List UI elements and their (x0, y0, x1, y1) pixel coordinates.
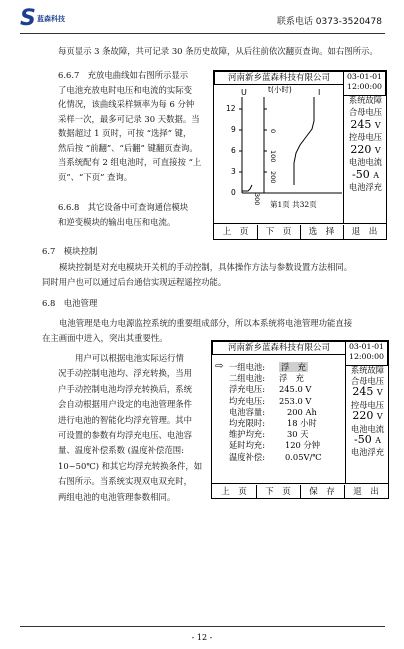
s68-body-line: 可设置的参数有均浮充电压、电池容 (58, 430, 192, 441)
lcd1-ytick-label: 12 (226, 104, 236, 113)
lcd2-side-value: -50 (354, 432, 372, 446)
lcd2-date: 03-01-01 (348, 342, 385, 351)
lcd1-ytick-label: 0 (231, 188, 236, 197)
s68-body-line: 用户可以根据电池实际运行情 (75, 353, 184, 363)
lcd2-param-value: 18 小时 (287, 418, 317, 429)
lcd2-side-label: 控母电压 (350, 399, 385, 410)
s667-line: 6.6.7 充放电曲线如右图所示显示 (58, 70, 189, 80)
lcd2-side-unit: V (376, 388, 383, 398)
s667-line: 当系统配有 2 组电池时，可直接按 “上 (58, 157, 202, 167)
section-67-title: 6.7 模块控制 (42, 246, 98, 256)
lcd2-side-unit: A (375, 435, 381, 445)
lcd2-side-float: 电池浮充 (350, 447, 385, 458)
lcd2-param-row[interactable] (229, 452, 344, 463)
section-668 (58, 200, 213, 229)
s667-line: 数据超过 1 页时，可按 “选择” 键， (58, 128, 192, 138)
company-logo (20, 8, 90, 30)
lcd2-param-value: 253.0 V (279, 395, 312, 406)
lcd1-voltage-curve (242, 185, 252, 191)
lcd2-side-label: 合母电压 (350, 376, 385, 387)
lcd1-side-unit: A (373, 171, 379, 180)
header-phone: 联系电话 0373-3520478 (276, 17, 382, 27)
logo-mark: S (20, 6, 36, 31)
lcd1-axis-i: I (318, 88, 321, 97)
section-67 (42, 260, 387, 289)
s667-line: 化情况，该曲线采样频率为每 6 分钟 (58, 99, 195, 109)
lcd2-side-value: 245 (352, 385, 374, 399)
lcd2-param-value: 0.05V/℃ (285, 451, 322, 462)
s68-line: 电池管理是电力电源监控系统的重要组成部分，所以本系统将电池管理功能直接 (59, 318, 353, 328)
section-68-title: 6.8 电池管理 (42, 298, 98, 308)
lcd1-time: 12:00:00 (346, 82, 383, 91)
lcd1-ttick-label: 300 (253, 193, 261, 206)
s68-body-line: 会自动根据用户设定的电池管理条件 (58, 399, 192, 410)
lcd1-side-value: 245 (350, 118, 372, 131)
lcd2-param-label: 电池容量: (229, 406, 265, 417)
s667-line: 采样一次，最多可记录 30 天数据。当 (58, 113, 200, 124)
s668-line: 6.6.8 其它设备中可查询通信模块 (58, 202, 189, 212)
lcd2-prev-button[interactable]: 上 页 (212, 485, 257, 499)
lcd2-param-row[interactable] (229, 362, 344, 373)
lcd2-save-button[interactable]: 保 存 (300, 485, 345, 499)
lcd1-date: 03-01-01 (346, 72, 383, 81)
lcd2-param-row[interactable] (229, 418, 344, 429)
lcd2-param-value: 200 Ah (287, 406, 317, 417)
s68-body-line: 户手动控制电池均浮充转换后，系统 (58, 383, 192, 394)
lcd1-side-label: 控母电压 (348, 132, 383, 142)
section-667 (58, 68, 213, 184)
lcd2-param-label: 均充限时: (229, 418, 265, 429)
lcd1-side-unit: V (374, 121, 381, 130)
lcd1-ttick-label: 200 (269, 171, 277, 184)
lcd2-param-label: 延时均充: (229, 440, 265, 451)
s68-body-line: 右图所示。当系统实现双电双充时， (58, 476, 192, 487)
lcd1-side-fault: 系统故障 (348, 95, 383, 105)
lcd1-ttick-label: 0 (269, 129, 277, 134)
lcd1-side-unit: V (374, 146, 381, 155)
lcd1-axis-t: t(小时) (268, 85, 292, 94)
s68-body-line: 进行电池的智能化均浮充管理。其中 (58, 414, 192, 425)
s667-line: 然后按 “前翻”、“后翻” 键翻页查询。 (58, 142, 198, 153)
lcd2-datetime (345, 341, 388, 366)
lcd2-param-row[interactable] (229, 396, 344, 407)
lcd2-param-value: 浮 充 (281, 362, 306, 372)
lcd2-param-value: 30 天 (287, 429, 309, 440)
lcd2-company: 河南新乡蓝森科技有限公司 (212, 341, 346, 355)
lcd1-side-label: 电池电流 (348, 157, 383, 167)
lcd2-param-value: 120 分钟 (285, 440, 321, 451)
lcd2-param-value: 浮 充 (279, 373, 304, 384)
lcd2-next-button[interactable]: 下 页 (256, 485, 301, 499)
lcd-battery-screen (211, 340, 389, 499)
s667-line: 了电池充放电时电压和电流的实际变 (58, 84, 192, 95)
lcd1-side-float: 电池浮充 (348, 182, 383, 192)
lcd2-param-label: 二组电池: (229, 373, 265, 384)
lcd1-page-info: 第1页 共32页 (270, 200, 317, 209)
s68-body-line: 两组电池的电池管理参数相同。 (58, 491, 176, 502)
lcd2-param-row[interactable] (229, 407, 344, 418)
lcd1-select-button[interactable]: 选 择 (300, 225, 344, 239)
lcd2-param-row[interactable] (229, 373, 344, 384)
lcd2-param-row[interactable] (229, 440, 344, 451)
s68-body-line: 量、温度补偿系数 (温度补偿范围: (58, 445, 185, 456)
lcd2-exit-button[interactable]: 退 出 (353, 487, 379, 497)
lcd2-param-list (229, 362, 344, 463)
page-number: - 12 - (191, 633, 213, 642)
lcd1-company: 河南新乡蓝森科技有限公司 (214, 71, 344, 85)
lcd2-param-label: 维护均充: (229, 429, 265, 440)
s68-line: 在主画面中进入，突出其重要性。 (42, 332, 168, 343)
lcd1-button-bar (214, 223, 386, 239)
lcd2-side-unit: V (376, 412, 383, 422)
lcd1-ytick-label: 3 (231, 167, 236, 176)
s668-line: 和逆变模块的输出电压和电流。 (58, 216, 176, 227)
lcd2-param-value: 245.0 V (279, 384, 312, 395)
lcd1-ytick-label: 9 (231, 125, 236, 134)
lcd2-button-bar (212, 483, 388, 499)
lcd1-side-value: 220 (350, 143, 372, 156)
lcd2-time: 12:00:00 (348, 352, 385, 361)
lcd1-side-value: -50 (352, 168, 370, 181)
header-rule (20, 33, 385, 34)
s667-line: 页”、“下页” 查询。 (58, 171, 133, 182)
lcd1-side-panel (343, 95, 387, 223)
s67-line: 同时用户也可以通过后台通信实现远程遥控功能。 (42, 276, 227, 287)
lcd2-param-label: 均充电压: (229, 395, 265, 406)
lcd1-ttick-label: 100 (269, 150, 277, 163)
s68-body-line: 10~50℃) 和其它均浮充转换条件，如 (58, 460, 203, 471)
lcd2-param-label: 一组电池: (229, 362, 265, 372)
lcd2-side-label: 电池电流 (350, 423, 385, 434)
s67-line: 模块控制是对充电模块开关机的手动控制，具体操作方法与参数设置方法相同。 (59, 262, 353, 272)
lcd2-param-label: 温度补偿: (229, 451, 265, 462)
lcd1-next-button[interactable]: 下 页 (257, 225, 301, 239)
section-68-body (58, 351, 208, 505)
lcd2-side-fault: 系统故障 (350, 365, 385, 375)
lcd1-prev-button[interactable]: 上 页 (214, 225, 258, 239)
lcd2-param-label: 浮充电压: (229, 384, 265, 395)
lcd1-side-label: 合母电压 (348, 107, 383, 117)
lcd2-side-panel (345, 365, 389, 483)
lcd2-param-row[interactable] (229, 429, 344, 440)
lcd1-axis-v: U (241, 88, 247, 97)
lcd2-cursor-arrow-icon: ⇨ (215, 361, 224, 372)
lcd1-exit-button[interactable]: 退 出 (351, 227, 378, 237)
lcd1-ytick-label: 6 (231, 146, 236, 155)
footer-rule (20, 626, 385, 627)
s68-body-line: 况手动控制电池均、浮充转换，当用 (58, 368, 192, 379)
lcd1-current-curve (294, 97, 314, 185)
para-top: 每页显示 3 条故障，共可记录 30 条历史故障，从后往前依次翻页查询。如右图所示。 (58, 46, 378, 56)
lcd-curve-screen (213, 70, 387, 240)
logo-name: 蓝森科技 (37, 15, 65, 23)
lcd1-datetime (343, 71, 386, 96)
lcd2-param-row[interactable] (229, 384, 344, 395)
lcd2-side-value: 220 (352, 409, 374, 423)
